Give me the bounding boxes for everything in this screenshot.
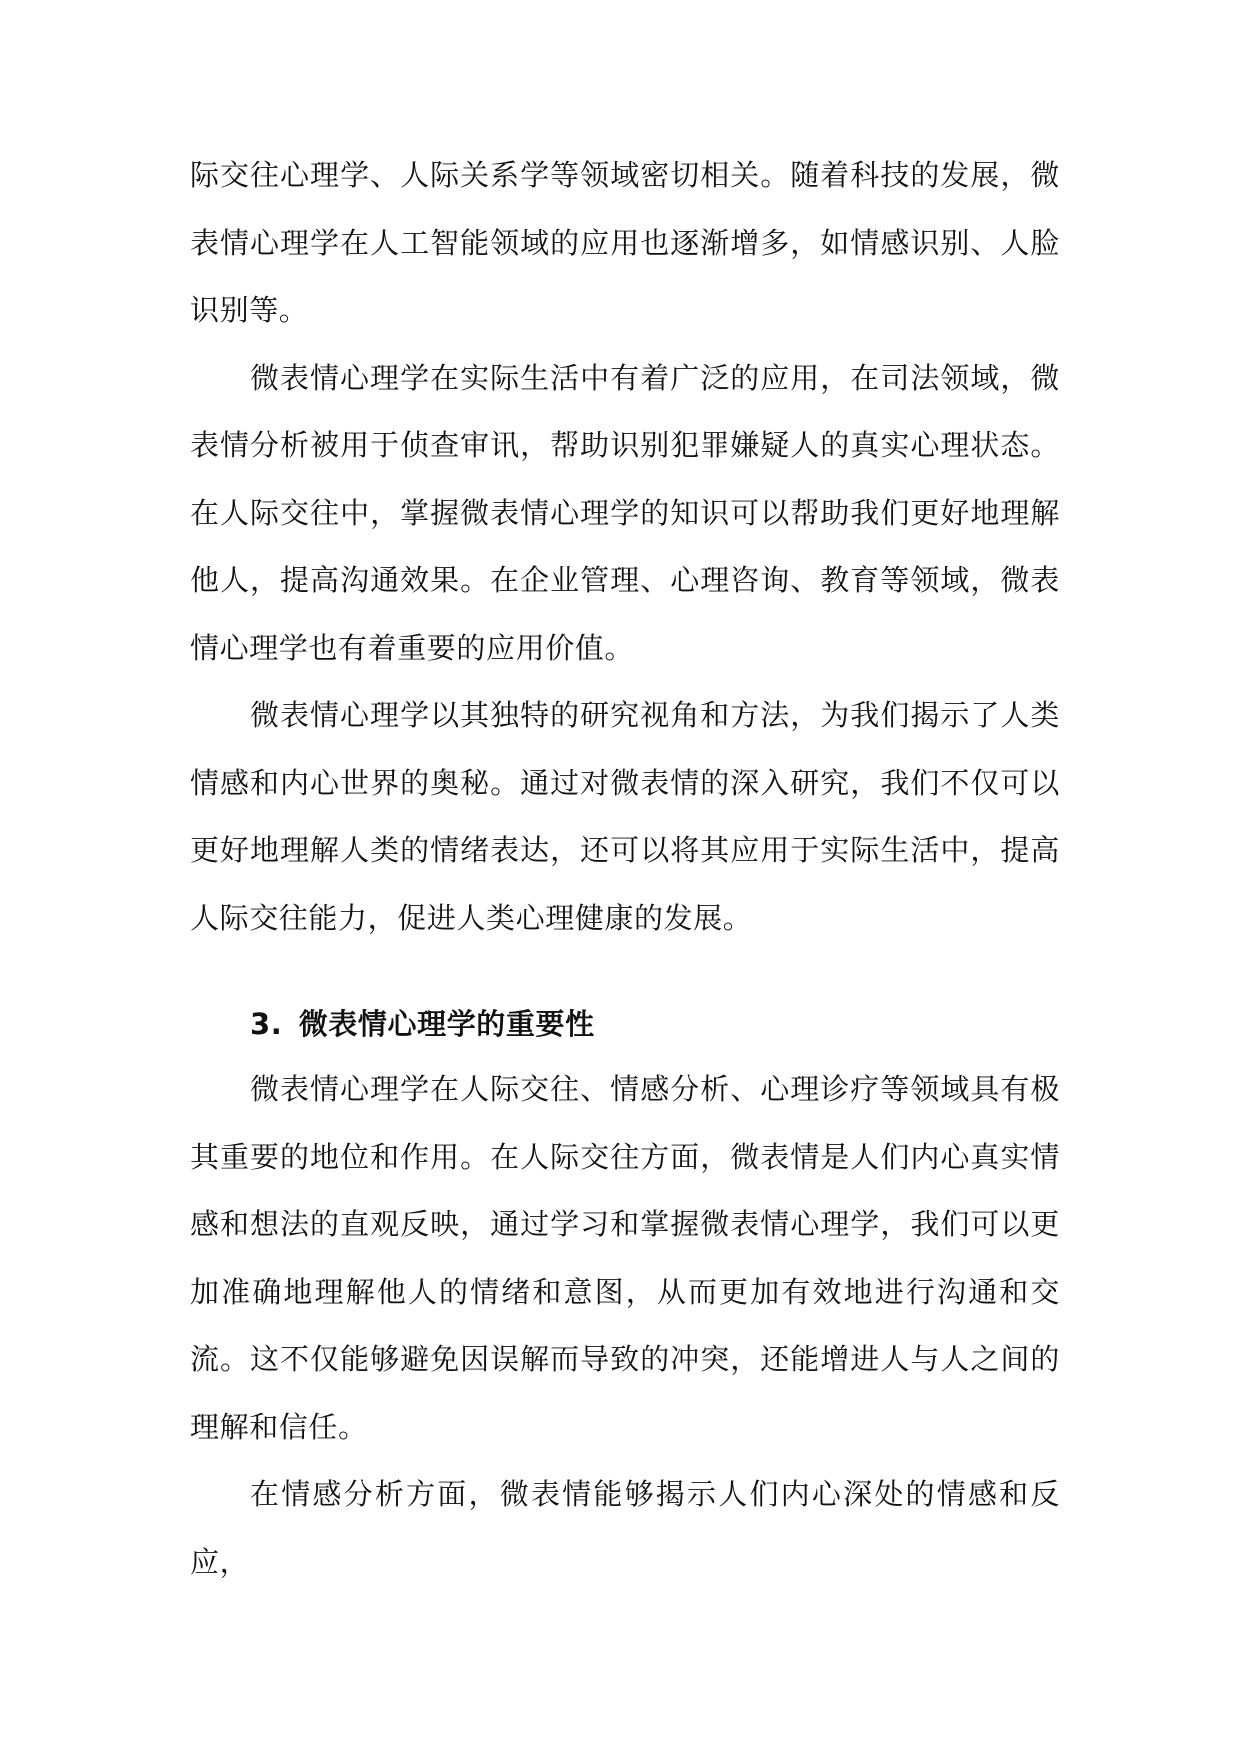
section-number: 3.: [250, 1007, 283, 1041]
paragraph-applications: 微表情心理学在实际生活中有着广泛的应用，在司法领域，微表情分析被用于侦查审讯，帮助识别犯罪嫌疑人的真实心理状态。在人际交往中，掌握微表情心理学的知识可以帮助我们更好地理解他人，提高沟通效果。在企业管理、心理咨询、教育等领域，微表情心理学也有着重要的应用价值。: [190, 360, 1060, 665]
paragraph-importance: 微表情心理学在人际交往、情感分析、心理诊疗等领域具有极其重要的地位和作用。在人际交往方面，微表情是人们内心真实情感和想法的直观反映，通过学习和掌握微表情心理学，我们可以更加准确地理解他人的情绪和意图，从而更加有效地进行沟通和交流。这不仅能够避免因误解而导致的冲突，还能增进人与人之间的理解和信任。: [190, 1072, 1060, 1444]
document-body: [190, 142, 1060, 1596]
section-heading: [250, 992, 1060, 1056]
paragraph-summary: 微表情心理学以其独特的研究视角和方法，为我们揭示了人类情感和内心世界的奥秘。通过对微表情的深入研究，我们不仅可以更好地理解人类的情绪表达，还可以将其应用于实际生活中，提高人际交往能力，促进人类心理健康的发展。: [190, 698, 1060, 935]
paragraph-emotion-analysis: 在情感分析方面，微表情能够揭示人们内心深处的情感和反应，: [190, 1477, 1060, 1579]
section-title: 微表情心理学的重要性: [298, 1007, 595, 1041]
paragraph-continuation: 际交往心理学、人际关系学等领域密切相关。随着科技的发展，微表情心理学在人工智能领域的应用也逐渐增多，如情感识别、人脸识别等。: [190, 158, 1060, 327]
